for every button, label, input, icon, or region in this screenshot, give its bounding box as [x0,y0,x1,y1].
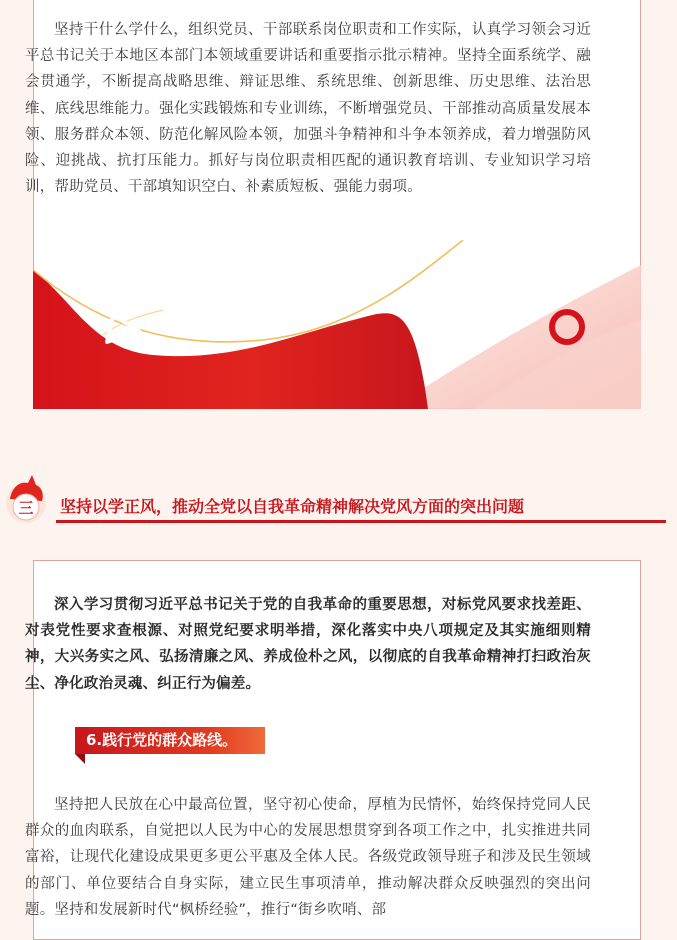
subheading-label: 6.践行党的群众路线。 [75,727,265,754]
subheading-ribbon-tail [75,754,85,764]
section2-body: 坚持把人民放在心中最高位置，坚守初心使命，厚植为民情怀，始终保持党同人民群众的血肉联系，自觉把以人民为中心的发展思想贯穿到各项工作之中，扎实推进共同富裕，让现代化建设成果更多更公平惠及全体人民。各级党政领导班子和涉及民生领域的部门、单位要结合自身实际，建立民生事项清单，推动解决群众反映强烈的突出问题。坚持和发展新时代“枫桥经验”，推行“街乡吹哨、部 [25,797,591,918]
section-number-badge [2,469,50,525]
section-title-underline [56,520,666,523]
section-number: 三 [18,499,34,517]
section-title: 坚持以学正风，推动全党以自我革命精神解决党风方面的突出问题 [60,497,525,516]
section2-intro: 深入学习贯彻习近平总书记关于党的自我革命的重要思想，对标党风要求找差距、对表党性要求查根源、对照党纪要求明举措，深化落实中央八项规定及其实施细则精神，大兴务实之风、弘扬清廉之风、养成俭朴之风，以彻底的自我革命精神打扫政治灰尘、净化政治灵魂、纠正行为偏差。 [25,597,591,692]
section1-paragraph: 坚持干什么学什么，组织党员、干部联系岗位职责和工作实际，认真学习领会习近平总书记关于本地区本部门本领域重要讲话和重要指示批示精神。坚持全面系统学、融会贯通学，不断提高战略思维、辩证思维、系统思维、创新思维、历史思维、法治思维、底线思维能力。强化实践锻炼和专业训练，不断增强党员、干部推动高质量发展本领、服务群众本领、防范化解风险本领，加强斗争精神和斗争本领养成，着力增强防风险、迎挑战、抗打压能力。抓好与岗位职责相匹配的通识教育培训、专业知识学习培训，帮助党员、干部填知识空白、补素质短板、强能力弱项。 [25,22,591,196]
red-wave-decoration [33,240,641,409]
